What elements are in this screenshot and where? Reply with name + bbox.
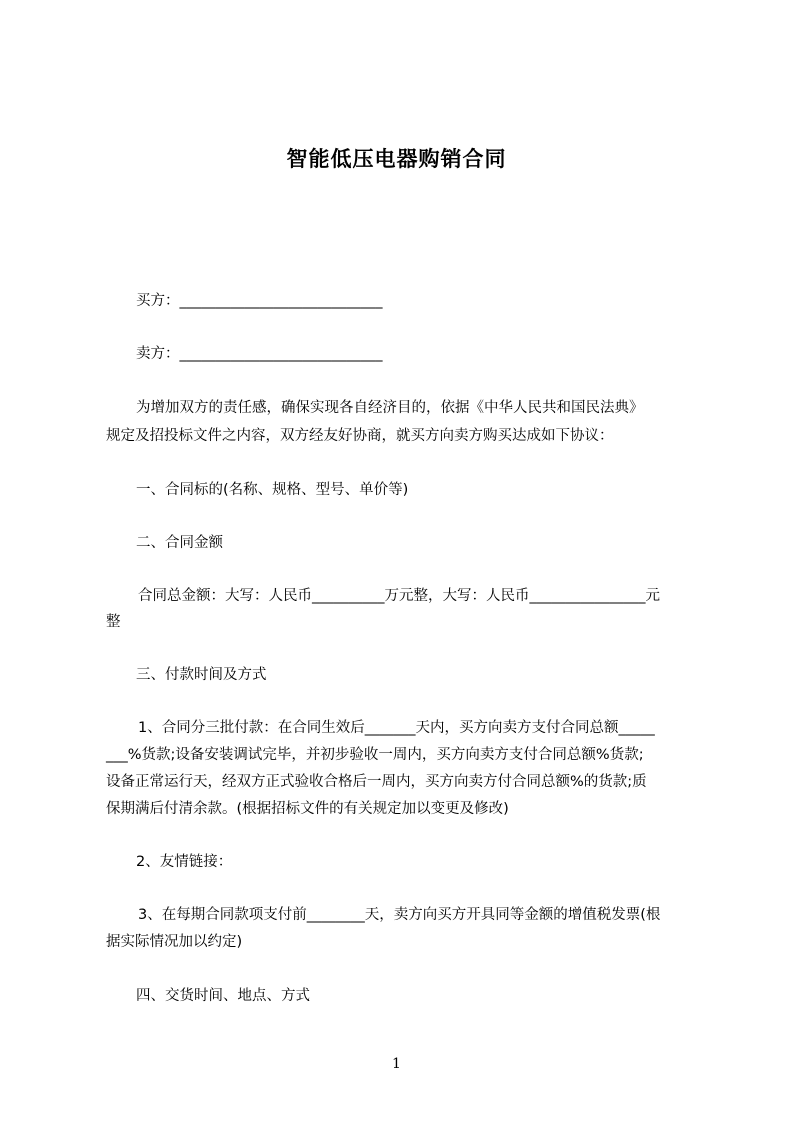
payment-clause-line-3: 设备正常运行天，经双方正式验收合格后一周内，买方向卖方付合同总额%的货款;质 <box>106 774 647 790</box>
contract-amount-line-1: 合同总金额：大写：人民币__________万元整，大写：人民币________________元 <box>138 588 660 604</box>
payment-clause-line-1: 1、合同分三批付款：在合同生效后_______天内，买方向卖方支付合同总额_____ <box>138 720 655 736</box>
section-heading-4: 四、交货时间、地点、方式 <box>136 988 310 1004</box>
intro-paragraph-line-1: 为增加双方的责任感，确保实现各自经济目的，依据《中华人民共和国民法典》 <box>136 400 644 416</box>
friendly-link-line: 2、友情链接： <box>136 854 233 870</box>
invoice-clause-line-2: 据实际情况加以约定) <box>106 934 243 950</box>
contract-amount-line-2: 整 <box>106 614 121 630</box>
section-heading-2: 二、合同金额 <box>136 535 223 551</box>
payment-clause-line-2: ___%货款;设备安装调试完毕，并初步验收一周内，买方向卖方支付合同总额%货款; <box>106 747 644 763</box>
invoice-clause-line-1: 3、在每期合同款项支付前________天，卖方向买方开具同等金额的增值税发票(根 <box>138 907 661 923</box>
section-heading-3: 三、付款时间及方式 <box>136 667 267 683</box>
seller-line: 卖方：____________________________ <box>136 346 383 362</box>
page-number: 1 <box>392 1056 401 1072</box>
section-heading-1: 一、合同标的(名称、规格、型号、单价等) <box>136 482 409 498</box>
page-title: 智能低压电器购销合同 <box>286 147 507 171</box>
payment-clause-line-4: 保期满后付清余款。(根据招标文件的有关规定加以变更及修改) <box>106 801 509 817</box>
intro-paragraph-line-2: 规定及招投标文件之内容，双方经友好协商，就买方向卖方购买达成如下协议： <box>106 428 614 444</box>
buyer-line: 买方：____________________________ <box>136 293 383 309</box>
